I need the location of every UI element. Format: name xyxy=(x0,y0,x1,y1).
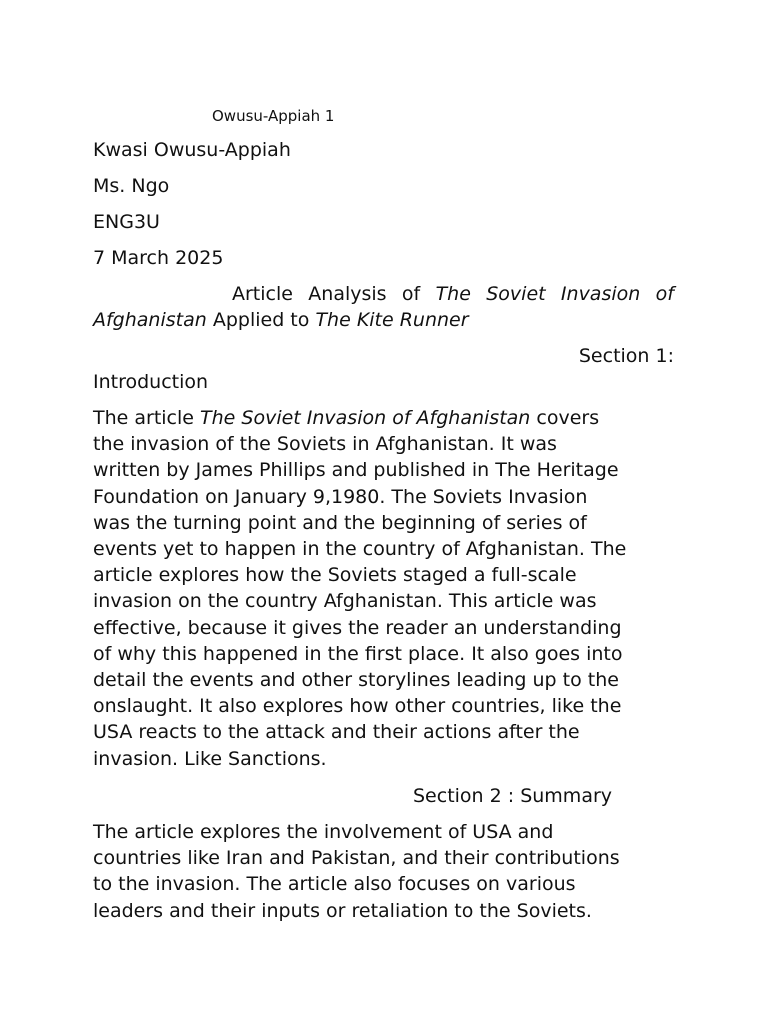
essay-title xyxy=(93,281,674,333)
title-word: Soviet xyxy=(486,283,546,305)
section2-heading: Section 2 : Summary xyxy=(413,785,613,807)
section1-body: the invasion of the Soviets in Afghanistan. It was written by James Phillips and published in The Heritage Foundation on January 9,1980. The Soviets Invasion was the turning point and the beginning of series of events yet to happen in the country of Afghanistan. The article explores how the Soviets staged a full-scale invasion on the country Afghanistan. This article was effective, because it gives the reader an understanding of why this happened in the first place. It also goes into detail the events and other storylines leading up to the onslaught. It also explores how other countries, like the USA reacts to the attack and their actions after the invasion. Like Sanctions. xyxy=(93,433,627,770)
date: 7 March 2025 xyxy=(93,247,224,269)
section2-paragraph: The article explores the involvement of USA and countries like Iran and Pakistan, and their contributions to the invasion. The article also focuses on various leaders and their inputs or retaliation to the Soviets. xyxy=(93,821,620,922)
title-word: of xyxy=(401,283,421,305)
student-name: Kwasi Owusu-Appiah xyxy=(93,139,291,161)
title-word: Invasion xyxy=(560,283,641,305)
teacher-name: Ms. Ngo xyxy=(93,175,170,197)
title-word: The xyxy=(435,283,471,305)
running-head: Owusu-Appiah 1 xyxy=(212,107,335,125)
course-code: ENG3U xyxy=(93,211,160,233)
title-word: of xyxy=(655,283,674,305)
title-word: Analysis xyxy=(308,283,387,305)
section1-heading: Section 1: xyxy=(578,345,674,367)
intro-suffix: covers xyxy=(530,407,600,429)
title-word: The Kite Runner xyxy=(315,309,469,331)
title-word: Applied to xyxy=(212,309,310,331)
article-title: The Soviet Invasion of Afghanistan xyxy=(200,407,531,429)
intro-prefix: The article xyxy=(93,407,201,429)
section1-paragraph xyxy=(93,405,674,772)
title-word: Article xyxy=(232,283,293,305)
section1-heading-continued: Introduction xyxy=(93,371,209,393)
title-word: Afghanistan xyxy=(93,309,207,331)
